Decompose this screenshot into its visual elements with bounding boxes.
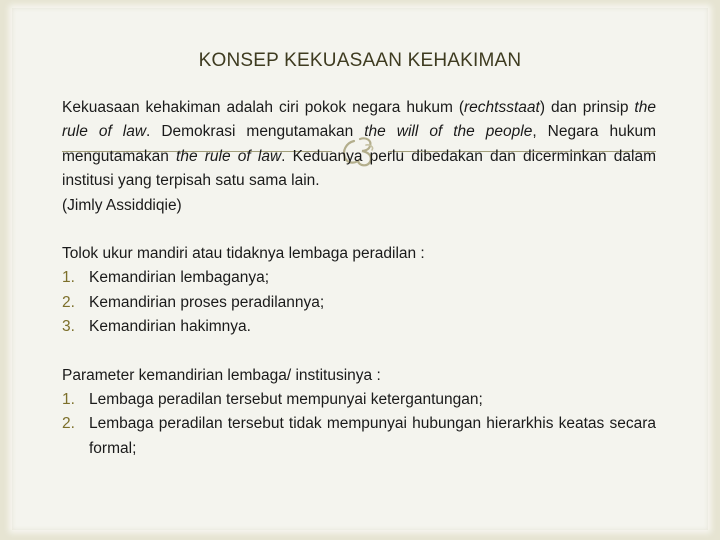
list-item xyxy=(62,388,656,412)
section3-intro: Parameter kemandirian lembaga/ institusinya : xyxy=(62,366,381,384)
list-item xyxy=(62,412,656,461)
list-number: 2. xyxy=(62,293,75,311)
section3-list xyxy=(62,388,656,461)
text-segment: . Keduanya perlu dibedakan dan dicerminkan dalam institusi yang terpisah satu sama lain. xyxy=(62,147,656,190)
text-segment: . Demokrasi mengutamakan xyxy=(146,123,365,141)
spacer xyxy=(62,218,656,242)
list-number: 2. xyxy=(62,415,75,433)
list-number: 1. xyxy=(62,269,75,287)
text-segment: ) dan prinsip xyxy=(539,99,635,116)
term-rule-of-law: the rule of law xyxy=(176,147,282,165)
paragraph-definition xyxy=(62,96,656,194)
term-rule-of-law: the rule of law xyxy=(62,99,656,141)
slide-body xyxy=(62,96,656,461)
list-number: 3. xyxy=(62,318,75,336)
section2-list xyxy=(62,266,656,339)
term-will-of-people: the will of the people xyxy=(364,123,533,141)
list-item xyxy=(62,315,656,339)
spacer xyxy=(62,340,656,364)
list-text: Kemandirian hakimnya. xyxy=(89,318,251,336)
list-item xyxy=(62,291,656,315)
term-rechtsstaat: rechtsstaat xyxy=(464,99,540,116)
text-segment: , Negara hukum mengutamakan xyxy=(62,123,656,165)
list-text: Lembaga peradilan tersebut mempunyai ketergantungan; xyxy=(89,391,483,409)
section2-intro: Tolok ukur mandiri atau tidaknya lembaga peradilan : xyxy=(62,245,425,263)
list-text: Kemandirian proses peradilannya; xyxy=(89,293,325,311)
list-item xyxy=(62,266,656,290)
citation: (Jimly Assiddiqie) xyxy=(62,196,182,214)
list-text: Lembaga peradilan tersebut tidak mempunyai hubungan hierarkhis keatas secara formal; xyxy=(89,415,656,457)
list-text: Kemandirian lembaganya; xyxy=(89,269,270,287)
slide-title: KONSEP KEKUASAAN KEHAKIMAN xyxy=(198,50,522,71)
text-segment: Kekuasaan kehakiman adalah ciri pokok negara hukum ( xyxy=(62,99,464,116)
list-number: 1. xyxy=(62,391,75,409)
